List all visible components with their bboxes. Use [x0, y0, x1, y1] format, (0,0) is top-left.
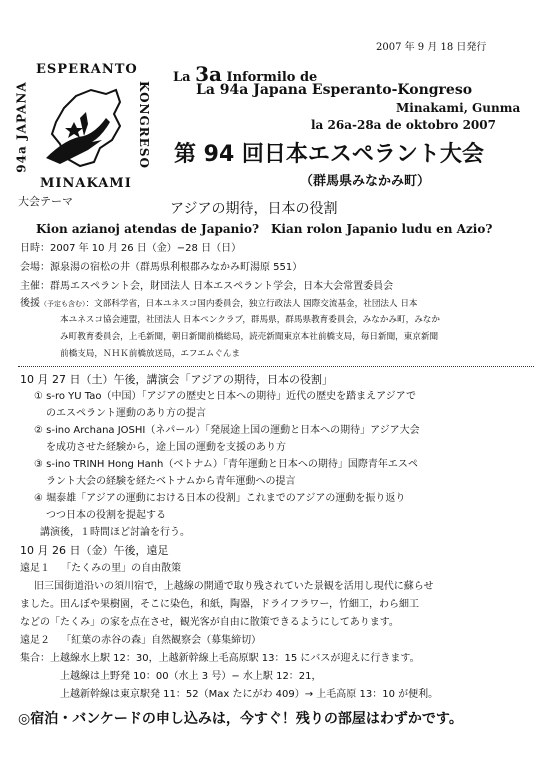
venue-label: 会場： [20, 262, 50, 273]
lecture-text-2a: s-ino Archana JOSHI（ネパール）「発展途上国の運動と日本への期待」アジア大会 [46, 425, 420, 436]
lecture-heading: 10 月 27 日（土）午後，講演会「アジアの期待，日本の役割」 [20, 373, 334, 386]
excursion-1-desc-2: ました。田んぼや果樹園，そこに染色，和紙，陶器，ドライフラワー，竹細工，わら細工 [20, 599, 419, 610]
host-label: 主催： [20, 281, 50, 292]
info-date [20, 241, 241, 256]
informilo-prefix: La [173, 70, 196, 85]
info-venue [20, 260, 302, 275]
excursion-1-desc-3: などの「たくみ」の家を点在させ，観光客が自由に散策できるようにしてあります。 [20, 617, 399, 628]
informilo-number: 3a [195, 62, 222, 86]
theme-eo: Kion azianoj atendas de Japanio? Kian rolon Japanio ludu en Azio? [36, 222, 493, 236]
theme-ja: アジアの期待，日本の役割 [170, 201, 338, 217]
info-support-3: み町教育委員会，上毛新聞，朝日新聞前橋総局，読売新聞東京本社前橋支局，毎日新聞，東京新聞 [60, 332, 439, 342]
issue-date: 2007 年 9 月 18 日発行 [376, 42, 487, 53]
lecture-item-3 [34, 457, 418, 472]
logo-text-right: KONGRESO [137, 80, 152, 170]
lecture-text-3a: s-ino TRINH Hong Hanh（ベトナム）「青年運動と日本への期待」国際青年エスペ [46, 459, 418, 470]
info-support-4: 前橋支局，ＮＨＫ前橋放送局，エフエムぐんま [60, 349, 241, 359]
meeting-line-3: 上越新幹線は東京駅発 11：52（Max たにがわ 409）→ 上毛高原 13：10 が便利。 [60, 689, 439, 700]
excursion-1-label: 遠足１ [20, 563, 50, 574]
meeting-line-1: 上越線水上駅 12：30，上越新幹線上毛高原駅 13：15 にバスが迎えに行きます。 [50, 653, 420, 664]
lecture-item-3-cont: ラント大会の経験を経たベトナムから青年運動への提言 [46, 476, 296, 487]
lecture-num-4: ④ [34, 493, 43, 504]
excursion-2-title: 「紅葉の赤谷の森」自然観察会（募集締切） [61, 635, 262, 646]
congress-logo [14, 58, 164, 198]
excursion-heading: 10 月 26 日（金）午後，遠足 [20, 544, 169, 557]
page-subtitle: （群馬県みなかみ町） [300, 174, 431, 189]
page-title: 第 94 回日本エスペラント大会 [174, 142, 484, 167]
lecture-num-1: ① [34, 391, 43, 402]
info-support-2: 本ユネスコ協会連盟，社団法人 日本ペンクラブ，群馬県，群馬県教育委員会，みなかみ町，みなか [60, 315, 440, 325]
venue-value: 源泉湯の宿松の井（群馬県利根郡みなかみ町湯原 551） [50, 262, 303, 273]
lecture-item-4-cont: つつ日本の役割を提起する [46, 510, 166, 521]
lecture-num-3: ③ [34, 459, 43, 470]
section-divider [18, 366, 534, 367]
support-label: 後援 [20, 298, 40, 309]
host-value: 群馬エスペラント会，財団法人 日本エスペラント学会，日本大会常置委員会 [50, 281, 394, 292]
congress-name-eo: La 94a Japana Esperanto-Kongreso [196, 82, 473, 98]
lecture-item-2-cont: を成功させた経験から，途上国の運動を支援のあり方 [46, 442, 286, 453]
logo-text-left: 94a JAPANA [14, 81, 29, 173]
support-line-1: ：文部科学省，日本ユネスコ国内委員会，独立行政法人 国際交流基金，社団法人 日本 [85, 299, 418, 309]
informilo-suffix: Informilo de [221, 70, 318, 85]
congress-dates-eo: la 26a-28a de oktobro 2007 [311, 118, 496, 132]
excursion-1-title: 「たくみの里」の自由散策 [61, 563, 182, 574]
lecture-item-2 [34, 423, 420, 438]
info-host [20, 279, 393, 294]
meeting-info [20, 651, 420, 666]
excursion-2-label: 遠足２ [20, 635, 50, 646]
lecture-item-1-cont: のエスペラント運動のあり方の提言 [46, 408, 206, 419]
date-label: 日時： [20, 243, 50, 254]
lecture-text-4a: 堀泰雄「アジアの運動における日本の役割」これまでのアジアの運動を振り返り [46, 493, 406, 504]
logo-text-top: ESPERANTO [36, 62, 138, 77]
logo-text-bottom: MINAKAMI [40, 176, 132, 191]
excursion-1 [20, 561, 181, 576]
meeting-line-2: 上越線は上野発 10：00（水上 3 号）− 水上駅 12：21， [60, 671, 322, 682]
meeting-label: 集合： [20, 653, 50, 664]
gunma-crane-icon [36, 78, 136, 178]
congress-location-eo: Minakami, Gunma [396, 101, 521, 115]
theme-label: 大会テーマ [18, 195, 73, 208]
lecture-closing: 講演後，１時間ほど討論を行う。 [40, 527, 190, 538]
lecture-text-1a: s-ro YU Tao（中国）「アジアの歴史と日本への期待」近代の歴史を踏まえアジアで [46, 391, 416, 402]
excursion-2 [20, 633, 261, 648]
excursion-1-desc-1: 旧三国街道沿いの須川宿で，上越線の開通で取り残されていた景観を活用し現代に蘇らせ [34, 581, 434, 592]
registration-notice: ◎宿泊・バンケードの申し込みは，今すぐ！残りの部屋はわずかです。 [18, 711, 463, 727]
lecture-num-2: ② [34, 425, 43, 436]
date-value: 2007 年 10 月 26 日（金）−28 日（日） [50, 243, 242, 254]
lecture-item-4 [34, 491, 405, 506]
support-note: （予定も含む） [40, 300, 86, 308]
info-support-1 [20, 296, 535, 312]
lecture-item-1 [34, 389, 416, 404]
